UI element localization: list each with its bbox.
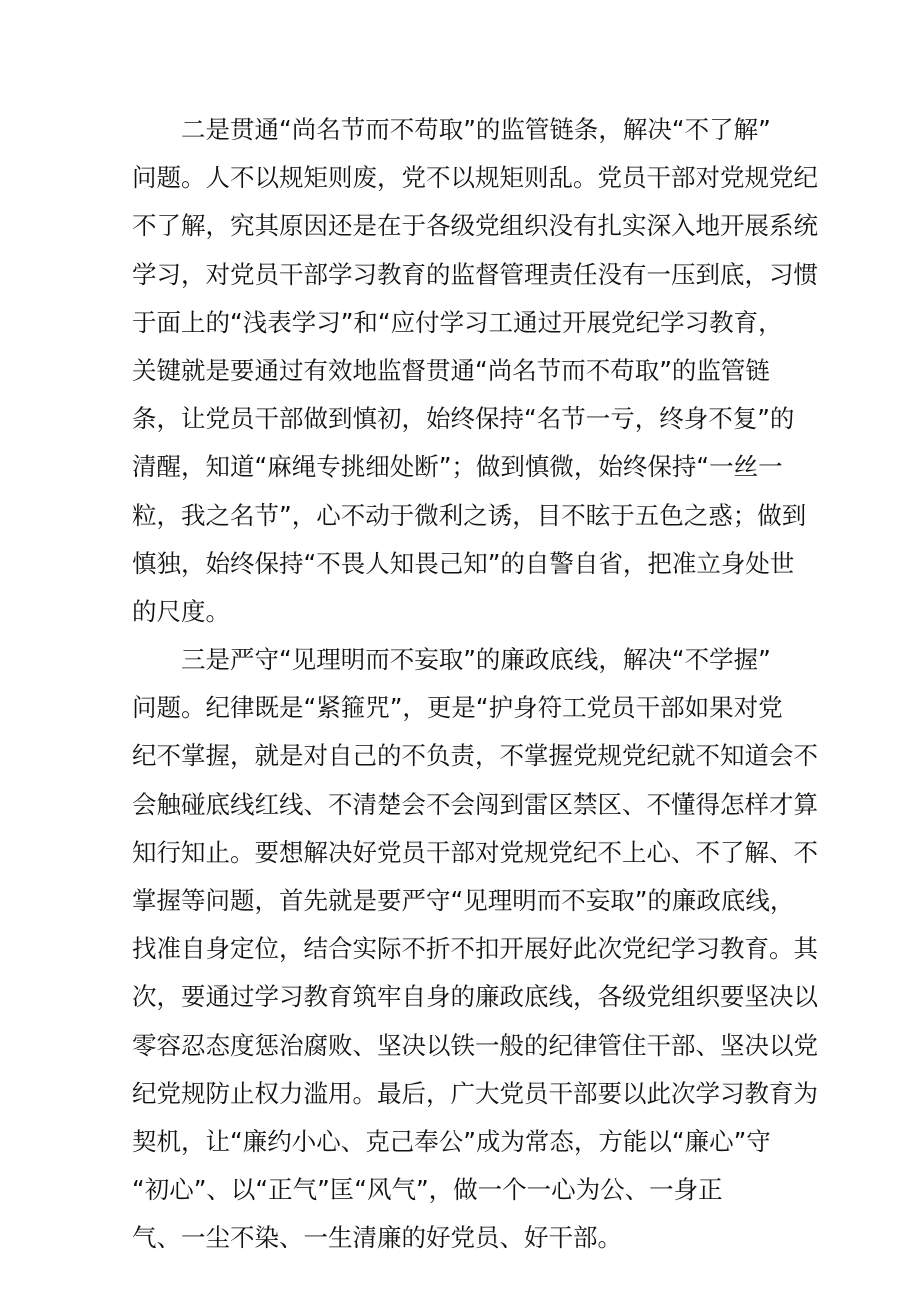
document-body [132,106,818,1263]
text-line: 二是贯通“尚名节而不苟取”的监管链条，解决“不了解” [181,115,771,144]
text-line: 问题。人不以规矩则废，党不以规矩则乱。党员干部对党规党纪 [132,163,818,193]
text-line: 慎独，始终保持“不畏人知畏己知”的自警自省，把准立身处世 [132,548,795,578]
text-line: 三是严守“见理明而不妄取”的廉政底线，解决“不学握” [181,645,771,675]
text-line: 条，让党员干部做到慎初，始终保持“名节一亏，终身不复”的 [132,404,795,434]
text-line: 于面上的“浅表学习”和“应付学习工通过开展党纪学习教育， [132,307,783,337]
paragraph-2 [132,636,818,1262]
text-line: 学习，对党员干部学习教育的监督管理责任没有一压到底，习惯 [132,259,818,289]
text-line: 纪不掌握，就是对自己的不负责，不掌握党规党纪就不知道会不 [132,741,818,771]
text-line: “初心”、以“正气”匡“风气”，做一个一心为公、一身正 [132,1175,723,1205]
text-line: 会触碰底线红线、不清楚会不会闯到雷区禁区、不懂得怎样才算 [132,789,818,819]
text-line: 掌握等问题，首先就是要严守“见理明而不妄取”的廉政底线， [132,886,795,915]
text-line: 不了解，究其原因还是在于各级党组织没有扎实深入地开展系统 [132,211,818,241]
text-line: 契机，让“廉约小心、克己奉公”成为常态，方能以“廉心”守 [132,1126,771,1156]
text-line: 次，要通过学习教育筑牢自身的廉政底线，各级党组织要坚决以 [132,982,818,1012]
paragraph-1 [132,106,818,636]
text-line: 的尺度。 [132,596,230,626]
text-line: 纪党规防止权力滥用。最后，广大党员干部要以此次学习教育为 [132,1078,818,1108]
text-line: 知行知止。要想解决好党员干部对党规党纪不上心、不了解、不 [132,837,818,867]
text-line: 清醒，知道“麻绳专挑细处断”；做到慎微，始终保持“一丝一 [132,452,783,482]
text-line: 粒，我之名节”，心不动于微利之诱，目不眩于五色之惑；做到 [132,500,807,530]
text-line: 找准自身定位，结合实际不折不扣开展好此次党纪学习教育。其 [132,934,818,964]
text-line: 问题。纪律既是“紧箍咒”，更是“护身符工党员干部如果对党 [132,693,783,723]
text-line: 气、一尘不染、一生清廉的好党员、好干部。 [132,1223,622,1253]
text-line: 零容忍态度惩治腐败、坚决以铁一般的纪律管住干部、坚决以党 [132,1030,818,1060]
text-line: 关键就是要通过有效地监督贯通“尚名节而不苟取”的监管链 [132,355,770,385]
